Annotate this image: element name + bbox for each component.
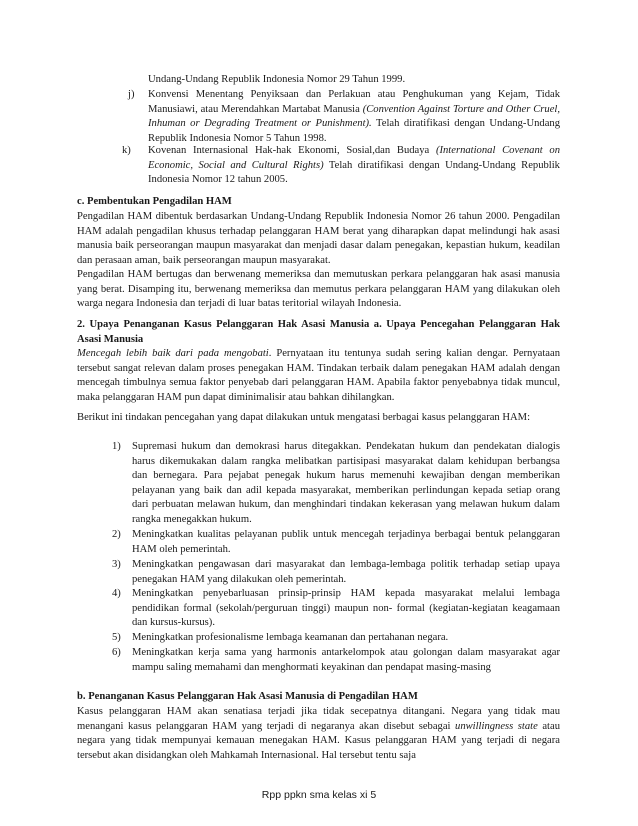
list-text: Meningkatkan kerja sama yang harmonis antarkelompok atau golongan dalam masyarakat agar mampu saling memahami dan menghormati keyakinan dan pendapat masing-masing xyxy=(132,647,560,673)
list-number: 2) xyxy=(112,529,121,540)
list-number: 3) xyxy=(112,559,121,570)
page-footer: Rpp ppkn sma kelas xi 5 xyxy=(261,789,377,801)
list-item-k: Kovenan Internasional Hak-hak Ekonomi, Sosial,dan Budaya (International Covenant on Economic, Social and Cultural Rights) Telah diratifikasi dengan Undang-Undang Republik Indonesia Nomor 12 tahun 2005. xyxy=(148,145,560,186)
list-number: 5) xyxy=(112,632,121,643)
list-item-j: Konvensi Menentang Penyiksaan dan Perlakuan atau Penghukuman yang Kejam, Tidak Manusiawi, atau Merendahkan Martabat Manusia (Convention Against Torture and Other Cruel, Inhuman or Degrading Treatment or Punishment). Telah diratifikasi dengan Undang-Undang Republik Indonesia Nomor 5 Tahun 1998. xyxy=(148,89,561,144)
list-number: 1) xyxy=(112,441,121,452)
section-2-list-intro: Berikut ini tindakan pencegahan yang dapat dilakukan untuk mengatasi berbagai kasus pelanggaran HAM: xyxy=(77,412,531,423)
section-c-paragraph-1: Pengadilan HAM dibentuk berdasarkan Undang-Undang Republik Indonesia Nomor 26 tahun 2000. Pengadilan HAM adalah pengadilan khusus terhadap pelanggaran HAM berat yang diharapkan dapat melindungi hak asasi manusia baik perseorangan maupun masyarakat dan menjadi dasar dalam penegakan, kepastian hukum, keadilan dan perasaan aman, baik perseorangan maupun masyarakat. xyxy=(77,211,560,266)
list-text: Meningkatkan pengawasan dari masyarakat dan lembaga-lembaga politik terhadap setiap upaya penegakan HAM yang dilakukan oleh pemerintah. xyxy=(132,559,560,585)
list-text: Meningkatkan profesionalisme lembaga keamanan dan pertahanan negara. xyxy=(132,632,449,643)
section-b-paragraph: Kasus pelanggaran HAM akan senatiasa terjadi jika tidak secepatnya ditangani. Negara yang tidak mau menangani kasus pelanggaran HAM yang terjadi di negaranya akan disebut sebagai unwillingness state atau negara yang tidak mempunyai kemauan menegakan HAM. Kasus pelanggaran HAM yang terjadi di negara tersebut akan disidangkan oleh Mahkamah Internasional. Hal tersebut tentu saja xyxy=(77,706,560,761)
continued-line: Undang-Undang Republik Indonesia Nomor 29 Tahun 1999. xyxy=(148,74,406,85)
section-b-heading: b. Penanganan Kasus Pelanggaran Hak Asasi Manusia di Pengadilan HAM xyxy=(77,691,418,702)
list-text: Meningkatkan kualitas pelayanan publik untuk mencegah terjadinya berbagai bentuk pelanggaran HAM oleh pemerintah. xyxy=(132,529,560,555)
section-2-lead-paragraph: Mencegah lebih baik dari pada mengobati. Pernyataan itu tentunya sudah sering kalian dengar. Pernyataan tersebut sangat relevan dalam proses penegakan HAM. Tindakan terbaik dalam penegakan HAM adalah dengan mencegah timbulnya semua faktor penyebab dari pelanggaran HAM. Apabila faktor penyebabnya tidak muncul, maka pelanggaran HAM pun dapat diminimalisir atau bahkan dihilangkan. xyxy=(77,348,561,403)
section-2-heading: 2. Upaya Penanganan Kasus Pelanggaran Hak Asasi Manusia a. Upaya Pencegahan Pelanggaran Hak Asasi Manusia xyxy=(77,319,560,345)
list-text: Supremasi hukum dan demokrasi harus ditegakkan. Pendekatan hukum dan pendekatan dialogis harus dikemukakan dalam rangka melibatkan partisipasi masyarakat dalam kehidupan berbangsa dan bernegara. Para pejabat penegak hukum harus memenuhi kewajiban dengan memberikan pelayanan yang baik dan adil kepada masyarakat, memberikan perlindungan kepada setiap orang dari perbuatan melawan hukum, dan menghindari tindakan kekerasan yang melawan hukum dalam rangka menegakkan hukum. xyxy=(132,441,560,525)
list-marker-k: k) xyxy=(122,145,131,156)
list-text: Meningkatkan penyebarluasan prinsip-prinsip HAM kepada masyarakat melalui lembaga pendidikan formal (sekolah/perguruan tinggi) maupun non- formal (kegiatan-kegiatan keagamaan dan kursus-kursus). xyxy=(132,588,560,629)
section-c-paragraph-2: Pengadilan HAM bertugas dan berwenang memeriksa dan memutuskan perkara pelanggaran hak asasi manusia yang berat. Disamping itu, berwenang memeriksa dan memutus perkara pelanggaran HAM yang dilakukan oleh warga negara Indonesia dan terjadi di luar batas teritorial wilayah Indonesia. xyxy=(77,269,560,310)
list-number: 6) xyxy=(112,647,121,658)
section-c-heading: c. Pembentukan Pengadilan HAM xyxy=(77,196,232,207)
list-marker-j: j) xyxy=(128,89,135,100)
list-number: 4) xyxy=(112,588,121,599)
